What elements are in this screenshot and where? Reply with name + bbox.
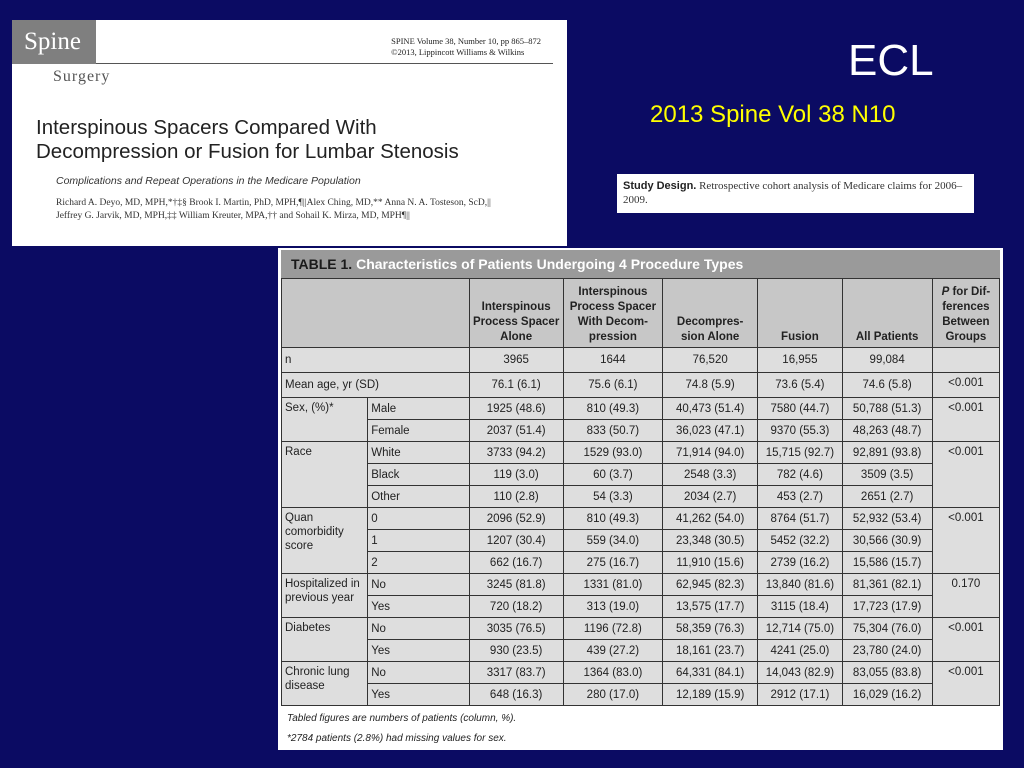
table-row — [282, 348, 1000, 373]
sub-label: No — [368, 618, 469, 640]
cell: 23,348 (30.5) — [663, 530, 758, 552]
cell: 648 (16.3) — [469, 684, 563, 706]
sub-label: Black — [368, 464, 469, 486]
cell: 1196 (72.8) — [563, 618, 662, 640]
cell: 15,586 (15.7) — [842, 552, 932, 574]
row-label: Mean age, yr (SD) — [282, 373, 470, 398]
table-row — [282, 552, 1000, 574]
cell: 2096 (52.9) — [469, 508, 563, 530]
citation-line-2: ©2013, Lippincott Williams & Wilkins — [391, 47, 525, 57]
cell: 12,189 (15.9) — [663, 684, 758, 706]
section-label: Surgery — [53, 68, 111, 85]
journal-logo: Spine — [12, 20, 96, 64]
cell: 15,715 (92.7) — [758, 442, 842, 464]
table-row — [282, 618, 1000, 640]
cell: 92,891 (93.8) — [842, 442, 932, 464]
slide-subtitle: 2013 Spine Vol 38 N10 — [650, 101, 896, 128]
p-cell — [932, 348, 999, 373]
header-rule — [96, 63, 553, 64]
cell: 2037 (51.4) — [469, 420, 563, 442]
cell: 60 (3.7) — [563, 464, 662, 486]
header-row — [282, 279, 1000, 348]
group-label: Race — [282, 442, 368, 508]
cell: 71,914 (94.0) — [663, 442, 758, 464]
p-cell: <0.001 — [932, 618, 999, 662]
article-subtitle: Complications and Repeat Operations in the Medicare Population — [56, 175, 361, 187]
cell: 52,932 (53.4) — [842, 508, 932, 530]
table-row — [282, 662, 1000, 684]
table-row — [282, 508, 1000, 530]
cell: 1207 (30.4) — [469, 530, 563, 552]
cell: 76,520 — [663, 348, 758, 373]
table-row — [282, 442, 1000, 464]
sub-label: 1 — [368, 530, 469, 552]
cell: 81,361 (82.1) — [842, 574, 932, 596]
group-label: Hospitalized in previous year — [282, 574, 368, 618]
cell: 930 (23.5) — [469, 640, 563, 662]
cell: 18,161 (23.7) — [663, 640, 758, 662]
p-cell: <0.001 — [932, 662, 999, 706]
sub-label: No — [368, 574, 469, 596]
cell: 119 (3.0) — [469, 464, 563, 486]
study-design-label: Study Design. — [623, 180, 697, 192]
cell: 40,473 (51.4) — [663, 398, 758, 420]
sub-label: Male — [368, 398, 469, 420]
header-col-5: All Patients — [842, 279, 932, 348]
citation-line-1: SPINE Volume 38, Number 10, pp 865–872 — [391, 36, 541, 46]
cell: 1644 — [563, 348, 662, 373]
cell: 1925 (48.6) — [469, 398, 563, 420]
p-cell: <0.001 — [932, 442, 999, 508]
authors — [56, 197, 561, 223]
cell: 58,359 (76.3) — [663, 618, 758, 640]
cell: 1529 (93.0) — [563, 442, 662, 464]
sub-label: Other — [368, 486, 469, 508]
cell: 1331 (81.0) — [563, 574, 662, 596]
article-header — [12, 20, 567, 246]
table-row — [282, 420, 1000, 442]
p-cell: <0.001 — [932, 508, 999, 574]
cell: 8764 (51.7) — [758, 508, 842, 530]
cell: 280 (17.0) — [563, 684, 662, 706]
cell: 13,840 (81.6) — [758, 574, 842, 596]
article-title-line-1: Interspinous Spacers Compared With — [36, 116, 377, 139]
cell: 2739 (16.2) — [758, 552, 842, 574]
header-col-1: Interspinous Process Spacer Alone — [469, 279, 563, 348]
cell: 810 (49.3) — [563, 508, 662, 530]
cell: 48,263 (48.7) — [842, 420, 932, 442]
table-title: Characteristics of Patients Undergoing 4 Procedure Types — [356, 256, 744, 272]
cell: 50,788 (51.3) — [842, 398, 932, 420]
cell: 5452 (32.2) — [758, 530, 842, 552]
header-p-value — [932, 279, 999, 348]
cell: 17,723 (17.9) — [842, 596, 932, 618]
cell: 74.6 (5.8) — [842, 373, 932, 398]
cell: 73.6 (5.4) — [758, 373, 842, 398]
cell: 7580 (44.7) — [758, 398, 842, 420]
table-row — [282, 464, 1000, 486]
cell: 559 (34.0) — [563, 530, 662, 552]
footnote-2: *2784 patients (2.8%) had missing values for sex. — [287, 733, 507, 744]
cell: 9370 (55.3) — [758, 420, 842, 442]
cell: 83,055 (83.8) — [842, 662, 932, 684]
table-row — [282, 640, 1000, 662]
cell: 75,304 (76.0) — [842, 618, 932, 640]
cell: 1364 (83.0) — [563, 662, 662, 684]
cell: 3245 (81.8) — [469, 574, 563, 596]
cell: 453 (2.7) — [758, 486, 842, 508]
cell: 3115 (18.4) — [758, 596, 842, 618]
cell: 30,566 (30.9) — [842, 530, 932, 552]
cell: 16,029 (16.2) — [842, 684, 932, 706]
cell: 14,043 (82.9) — [758, 662, 842, 684]
cell: 810 (49.3) — [563, 398, 662, 420]
p-cell: 0.170 — [932, 574, 999, 618]
cell: 16,955 — [758, 348, 842, 373]
sub-label: 0 — [368, 508, 469, 530]
slide-title: ECL — [848, 36, 934, 85]
cell: 2548 (3.3) — [663, 464, 758, 486]
header-col-2: Interspinous Process Spacer With Decom- pression — [563, 279, 662, 348]
table-row — [282, 684, 1000, 706]
cell: 75.6 (6.1) — [563, 373, 662, 398]
sub-label: 2 — [368, 552, 469, 574]
table-row — [282, 398, 1000, 420]
table-body — [282, 348, 1000, 706]
authors-line-1: Richard A. Deyo, MD, MPH,*†‡§ Brook I. Martin, PhD, MPH,¶||Alex Ching, MD,** Anna N. A. Tosteson, ScD,|| — [56, 198, 491, 208]
group-label: Quan comorbidity score — [282, 508, 368, 574]
cell: 12,714 (75.0) — [758, 618, 842, 640]
table-row — [282, 530, 1000, 552]
study-design-text: Retrospective cohort analysis of Medicare claims for 2006–2009. — [623, 180, 963, 206]
header-p-rest: for Dif- ferences Between Groups — [942, 286, 991, 343]
header-col-4: Fusion — [758, 279, 842, 348]
cell: 2912 (17.1) — [758, 684, 842, 706]
cell: 99,084 — [842, 348, 932, 373]
cell: 4241 (25.0) — [758, 640, 842, 662]
row-label: n — [282, 348, 470, 373]
cell: 3733 (94.2) — [469, 442, 563, 464]
characteristics-table-card — [278, 248, 1003, 750]
cell: 110 (2.8) — [469, 486, 563, 508]
table-footnotes — [281, 706, 1000, 749]
sub-label: Yes — [368, 596, 469, 618]
cell: 3965 — [469, 348, 563, 373]
cell: 11,910 (15.6) — [663, 552, 758, 574]
authors-line-2: Jeffrey G. Jarvik, MD, MPH,‡‡ William Kreuter, MPA,†† and Sohail K. Mirza, MD, MPH¶|| — [56, 211, 410, 221]
sub-label: Yes — [368, 684, 469, 706]
table-row — [282, 486, 1000, 508]
header-blank — [282, 279, 470, 348]
cell: 2034 (2.7) — [663, 486, 758, 508]
cell: 3035 (76.5) — [469, 618, 563, 640]
table-row — [282, 596, 1000, 618]
header-col-3: Decompres- sion Alone — [663, 279, 758, 348]
cell: 3317 (83.7) — [469, 662, 563, 684]
cell: 439 (27.2) — [563, 640, 662, 662]
p-cell: <0.001 — [932, 398, 999, 442]
cell: 76.1 (6.1) — [469, 373, 563, 398]
group-label: Diabetes — [282, 618, 368, 662]
characteristics-table — [281, 278, 1000, 706]
sub-label: Female — [368, 420, 469, 442]
cell: 41,262 (54.0) — [663, 508, 758, 530]
cell: 833 (50.7) — [563, 420, 662, 442]
cell: 74.8 (5.9) — [663, 373, 758, 398]
group-label: Chronic lung disease — [282, 662, 368, 706]
cell: 720 (18.2) — [469, 596, 563, 618]
table-row — [282, 574, 1000, 596]
p-cell: <0.001 — [932, 373, 999, 398]
citation — [391, 36, 541, 58]
cell: 313 (19.0) — [563, 596, 662, 618]
cell: 23,780 (24.0) — [842, 640, 932, 662]
sub-label: Yes — [368, 640, 469, 662]
article-title-line-2: Decompression or Fusion for Lumbar Stenosis — [36, 140, 459, 163]
cell: 64,331 (84.1) — [663, 662, 758, 684]
cell: 662 (16.7) — [469, 552, 563, 574]
cell: 62,945 (82.3) — [663, 574, 758, 596]
header-p-italic: P — [941, 286, 950, 298]
study-design-box — [617, 174, 974, 213]
cell: 782 (4.6) — [758, 464, 842, 486]
cell: 275 (16.7) — [563, 552, 662, 574]
article-title — [36, 116, 556, 164]
group-label: Sex, (%)* — [282, 398, 368, 442]
table-label: TABLE 1. — [291, 256, 353, 272]
sub-label: No — [368, 662, 469, 684]
table-title-bar — [281, 250, 1000, 278]
cell: 54 (3.3) — [563, 486, 662, 508]
table-row — [282, 373, 1000, 398]
footnote-1: Tabled figures are numbers of patients (column, %). — [287, 713, 517, 724]
cell: 13,575 (17.7) — [663, 596, 758, 618]
cell: 3509 (3.5) — [842, 464, 932, 486]
sub-label: White — [368, 442, 469, 464]
cell: 36,023 (47.1) — [663, 420, 758, 442]
cell: 2651 (2.7) — [842, 486, 932, 508]
